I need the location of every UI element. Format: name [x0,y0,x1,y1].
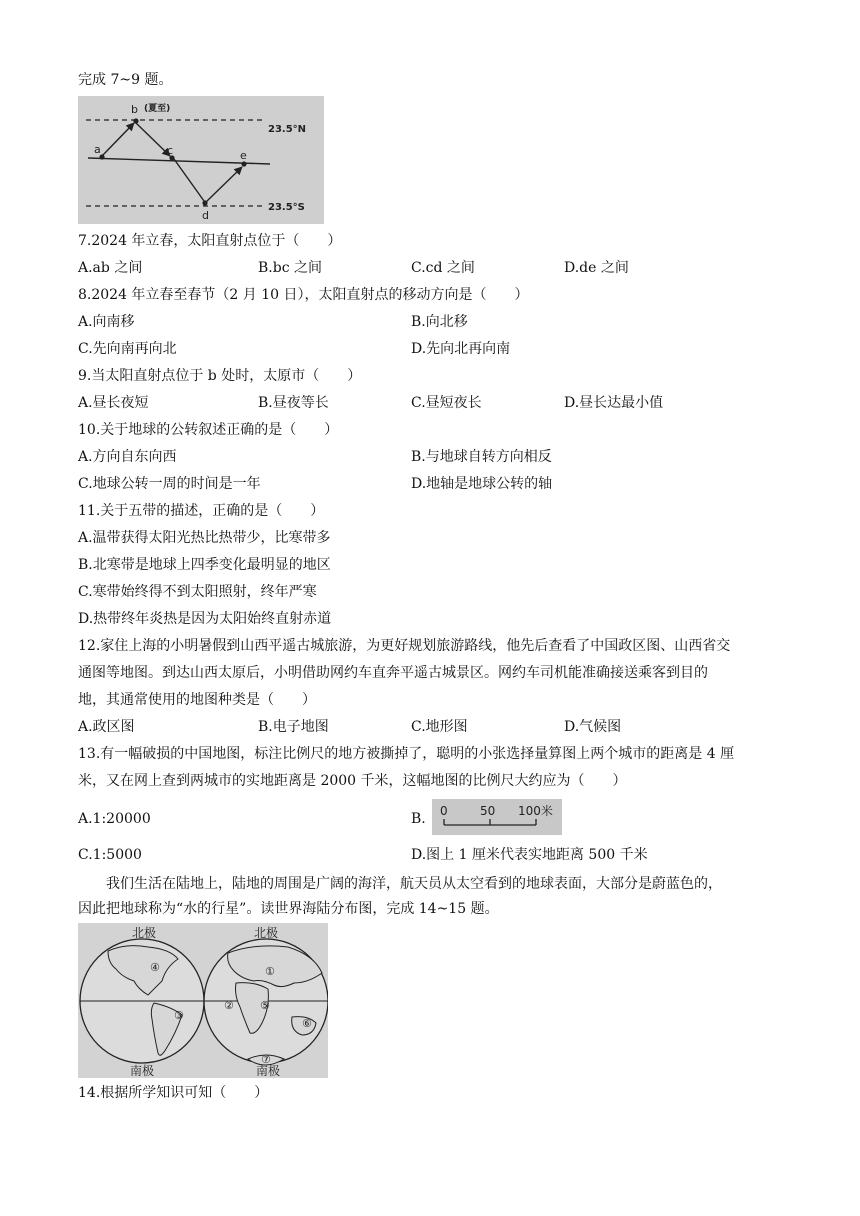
north-pole-label-east: 北极 [254,926,279,940]
q8-stem: 8.2024 年立春至春节（2 月 10 日），太阳直射点的移动方向是（ ） [78,287,529,303]
q11-option-d: D.热带终年炎热是因为太阳始终直射赤道 [78,611,332,627]
q8-option-a: A.向南移 [78,314,135,330]
q11-option-b: B.北寒带是地球上四季变化最明显的地区 [78,557,331,573]
scale-tick-0: 0 [440,804,448,818]
marker-2: ② [224,999,234,1012]
point-d-label: d [202,209,209,222]
q12-option-a: A.政区图 [78,719,135,735]
marker-5: ⑤ [260,999,270,1012]
south-tropic-label: 23.5°S [268,202,305,213]
world-hemispheres-map [78,923,328,1078]
q13-option-b: B. [411,811,426,827]
intro-text: 完成 7~9 题。 [78,72,173,88]
q11-option-c: C.寒带始终得不到太阳照射，终年严寒 [78,584,317,600]
q10-option-d: D.地轴是地球公转的轴 [411,476,553,492]
q10-option-a: A.方向自东向西 [78,449,177,465]
point-b-label: b [131,103,138,116]
q13-option-c: C.1:5000 [78,847,142,863]
marker-1: ① [265,965,275,978]
solar-point-diagram [78,96,324,224]
point-a-label: a [94,143,101,156]
q13-stem-line-2: 米，又在网上查到两城市的实地距离是 2000 千米，这幅地图的比例尺大约应为（ ） [78,773,627,789]
q7-option-d: D.de 之间 [564,260,629,276]
q13-stem-line-1: 13.有一幅破损的中国地图，标注比例尺的地方被撕掉了，聪明的小张选择量算图上两个城市的距离是 4 厘 [78,746,735,762]
scale-tick-100: 100米 [518,804,553,818]
q14-stem: 14.根据所学知识可知（ ） [78,1085,269,1101]
summer-solstice-label: (夏至) [144,104,171,114]
passage-line-1: 我们生活在陆地上，陆地的周围是广阔的海洋，航天员从太空看到的地球表面，大部分是蔚蓝色的， [106,876,722,892]
marker-4: ④ [150,961,160,974]
south-pole-label-west: 南极 [130,1064,155,1078]
q8-option-b: B.向北移 [411,314,468,330]
marker-3: ③ [174,1009,184,1022]
q9-option-d: D.昼长达最小值 [564,395,664,411]
q12-stem-line-1: 12.家住上海的小明暑假到山西平遥古城旅游，为更好规划旅游路线，他先后查看了中国政区图、山西省交 [78,638,731,654]
q10-option-b: B.与地球自转方向相反 [411,449,552,465]
point-c-label: c [167,144,174,157]
q9-option-a: A.昼长夜短 [78,395,149,411]
passage-line-2: 因此把地球称为“水的行星”。读世界海陆分布图，完成 14~15 题。 [78,901,499,917]
q11-stem: 11.关于五带的描述，正确的是（ ） [78,503,325,519]
q8-option-d: D.先向北再向南 [411,341,511,357]
q8-option-c: C.先向南再向北 [78,341,177,357]
marker-7: ⑦ [261,1053,271,1066]
q9-stem: 9.当太阳直射点位于 b 处时，太原市（ ） [78,368,362,384]
q10-stem: 10.关于地球的公转叙述正确的是（ ） [78,422,339,438]
q10-option-c: C.地球公转一周的时间是一年 [78,476,261,492]
north-pole-label-west: 北极 [132,926,157,940]
point-e-label: e [240,149,247,162]
q9-option-c: C.昼短夜长 [411,395,482,411]
q7-stem: 7.2024 年立春，太阳直射点位于（ ） [78,233,342,249]
q11-option-a: A.温带获得太阳光热比热带少，比寒带多 [78,530,331,546]
q12-stem-line-3: 地，其通常使用的地图种类是（ ） [78,692,316,708]
q12-option-d: D.气候图 [564,719,622,735]
q13-option-d: D.图上 1 厘米代表实地距离 500 千米 [411,847,648,863]
q12-option-c: C.地形图 [411,719,468,735]
scale-tick-50: 50 [480,804,496,818]
scale-bar-figure [432,799,562,835]
q12-stem-line-2: 通图等地图。到达山西太原后，小明借助网约车直奔平遥古城景区。网约车司机能准确接送乘客到目的 [78,665,708,681]
north-tropic-label: 23.5°N [268,124,307,135]
south-pole-label-east: 南极 [256,1064,281,1078]
marker-6: ⑥ [302,1017,312,1030]
q9-option-b: B.昼夜等长 [258,395,329,411]
q12-option-b: B.电子地图 [258,719,329,735]
q13-option-a: A.1:20000 [78,811,151,827]
q7-option-a: A.ab 之间 [78,260,143,276]
q7-option-b: B.bc 之间 [258,260,322,276]
q7-option-c: C.cd 之间 [411,260,475,276]
